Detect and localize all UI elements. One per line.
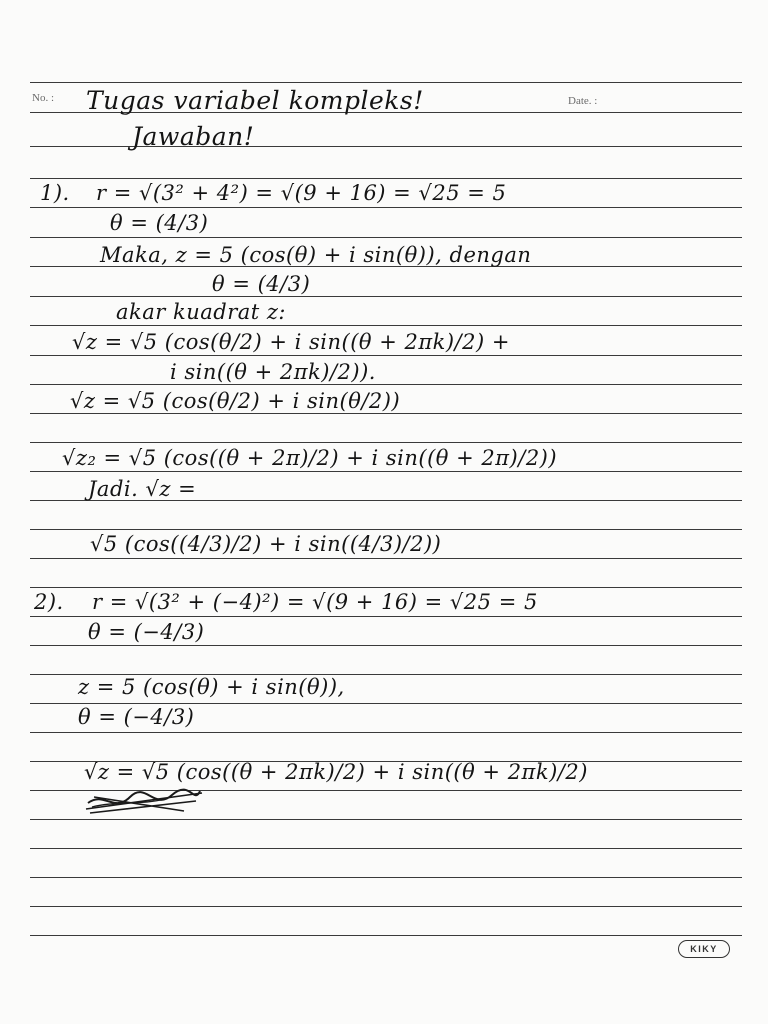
crossed-out-scribble (84, 783, 204, 817)
ruled-line (30, 616, 742, 617)
ruled-line (30, 529, 742, 530)
problem-2-number: 2). (34, 590, 64, 614)
problem-2-polar-form: z = 5 (cos(θ) + i sin(θ)), (78, 675, 345, 699)
problem-2-modulus: r = √(3² + (−4)²) = √(9 + 16) = √25 = 5 (92, 590, 538, 614)
date-label: Date. : (568, 95, 598, 107)
ruled-line (30, 906, 742, 907)
problem-1-argument: θ = (4/3) (110, 211, 209, 235)
ruled-line (30, 296, 742, 297)
ruled-line (30, 703, 742, 704)
problem-2-argument: θ = (−4/3) (88, 620, 205, 644)
problem-1-polar-form: Maka, z = 5 (cos(θ) + i sin(θ)), dengan (100, 243, 532, 267)
ruled-line (30, 178, 742, 179)
ruled-line (30, 819, 742, 820)
problem-1-root-general-cont: i sin((θ + 2πk)/2)). (170, 360, 376, 384)
problem-1-conclusion: Jadi. √z = (88, 477, 197, 501)
ruled-line (30, 384, 742, 385)
ruled-line (30, 355, 742, 356)
problem-1-root-general: √z = √5 (cos(θ/2) + i sin((θ + 2πk)/2) + (72, 330, 510, 354)
no-label: No. : (32, 92, 54, 104)
problem-1-argument-repeat: θ = (4/3) (212, 272, 311, 296)
problem-1-number: 1). (40, 181, 70, 205)
problem-2-root-general: √z = √5 (cos((θ + 2πk)/2) + i sin((θ + 2πk)/2) (84, 760, 588, 784)
ruled-line (30, 237, 742, 238)
problem-1-root-k0: √z = √5 (cos(θ/2) + i sin(θ/2)) (70, 389, 401, 413)
brand-logo: KIKY (678, 940, 730, 958)
ruled-line (30, 442, 742, 443)
ruled-line (30, 82, 742, 83)
ruled-line (30, 413, 742, 414)
ruled-line (30, 645, 742, 646)
ruled-line (30, 877, 742, 878)
problem-2-argument-repeat: θ = (−4/3) (78, 705, 195, 729)
ruled-line (30, 935, 742, 936)
ruled-line (30, 848, 742, 849)
ruled-line (30, 558, 742, 559)
ruled-line (30, 587, 742, 588)
ruled-line (30, 471, 742, 472)
answer-heading: Jawaban! (132, 122, 255, 151)
problem-1-result: √5 (cos((4/3)/2) + i sin((4/3)/2)) (90, 532, 442, 556)
problem-1-root-k1: √z₂ = √5 (cos((θ + 2π)/2) + i sin((θ + 2π)/2)) (62, 446, 558, 470)
assignment-title: Tugas variabel kompleks! (86, 86, 424, 115)
ruled-line (30, 207, 742, 208)
problem-1-modulus: r = √(3² + 4²) = √(9 + 16) = √25 = 5 (96, 181, 507, 205)
ruled-line (30, 732, 742, 733)
ruled-line (30, 325, 742, 326)
problem-1-root-heading: akar kuadrat z: (116, 300, 287, 324)
